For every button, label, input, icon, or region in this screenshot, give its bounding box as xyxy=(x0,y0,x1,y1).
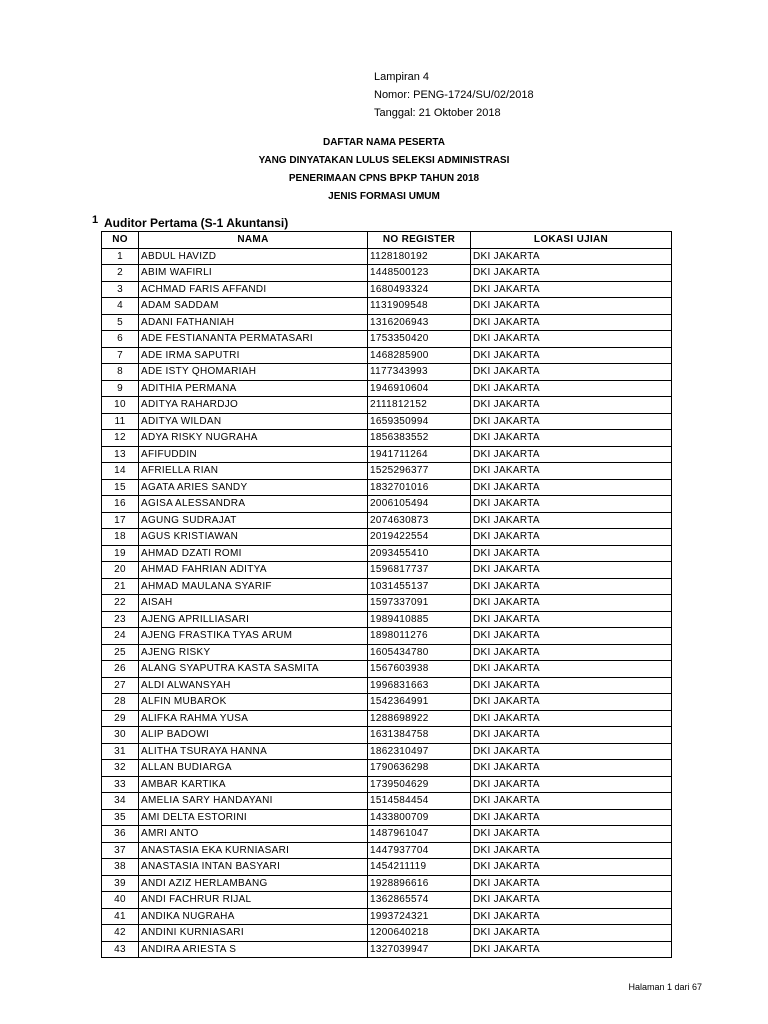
letter-header xyxy=(374,68,534,122)
table-row xyxy=(102,677,672,694)
table-row xyxy=(102,364,672,381)
table-row xyxy=(102,809,672,826)
cell-no: 1 xyxy=(102,248,139,265)
cell-lokasi: DKI JAKARTA xyxy=(471,364,672,381)
cell-nama: ADYA RISKY NUGRAHA xyxy=(139,430,368,447)
table-row xyxy=(102,908,672,925)
cell-lokasi: DKI JAKARTA xyxy=(471,265,672,282)
table-row xyxy=(102,578,672,595)
cell-nama: ALIP BADOWI xyxy=(139,727,368,744)
cell-lokasi: DKI JAKARTA xyxy=(471,446,672,463)
section-title: Auditor Pertama (S-1 Akuntansi) xyxy=(104,216,289,230)
cell-lokasi: DKI JAKARTA xyxy=(471,248,672,265)
cell-no: 15 xyxy=(102,479,139,496)
cell-register: 1487961047 xyxy=(368,826,471,843)
cell-no: 8 xyxy=(102,364,139,381)
cell-register: 2111812152 xyxy=(368,397,471,414)
cell-register: 1898011276 xyxy=(368,628,471,645)
cell-nama: ADAM SADDAM xyxy=(139,298,368,315)
cell-nama: AMELIA SARY HANDAYANI xyxy=(139,793,368,810)
cell-nama: ADANI FATHANIAH xyxy=(139,314,368,331)
cell-no: 42 xyxy=(102,925,139,942)
cell-register: 1993724321 xyxy=(368,908,471,925)
table-row xyxy=(102,760,672,777)
cell-nama: AMRI ANTO xyxy=(139,826,368,843)
cell-register: 1739504629 xyxy=(368,776,471,793)
cell-lokasi: DKI JAKARTA xyxy=(471,529,672,546)
cell-nama: AFRIELLA RIAN xyxy=(139,463,368,480)
cell-no: 4 xyxy=(102,298,139,315)
table-header-row xyxy=(102,232,672,249)
cell-lokasi: DKI JAKARTA xyxy=(471,793,672,810)
cell-lokasi: DKI JAKARTA xyxy=(471,545,672,562)
cell-register: 1856383552 xyxy=(368,430,471,447)
cell-nama: ADITYA RAHARDJO xyxy=(139,397,368,414)
cell-nama: ALIFKA RAHMA YUSA xyxy=(139,710,368,727)
table-row xyxy=(102,512,672,529)
cell-register: 1200640218 xyxy=(368,925,471,942)
table-row xyxy=(102,331,672,348)
cell-nama: ADITYA WILDAN xyxy=(139,413,368,430)
cell-register: 2006105494 xyxy=(368,496,471,513)
cell-register: 1996831663 xyxy=(368,677,471,694)
table-row xyxy=(102,545,672,562)
cell-nama: ANDIRA ARIESTA S xyxy=(139,941,368,958)
cell-register: 1659350994 xyxy=(368,413,471,430)
cell-no: 12 xyxy=(102,430,139,447)
cell-lokasi: DKI JAKARTA xyxy=(471,710,672,727)
cell-lokasi: DKI JAKARTA xyxy=(471,595,672,612)
cell-register: 1941711264 xyxy=(368,446,471,463)
cell-lokasi: DKI JAKARTA xyxy=(471,727,672,744)
table-row xyxy=(102,413,672,430)
cell-lokasi: DKI JAKARTA xyxy=(471,776,672,793)
cell-lokasi: DKI JAKARTA xyxy=(471,347,672,364)
cell-nama: ALFIN MUBAROK xyxy=(139,694,368,711)
cell-nama: AGUNG SUDRAJAT xyxy=(139,512,368,529)
cell-nama: ANASTASIA EKA KURNIASARI xyxy=(139,842,368,859)
title-line: DAFTAR NAMA PESERTA xyxy=(322,137,446,148)
cell-nama: AGISA ALESSANDRA xyxy=(139,496,368,513)
cell-no: 10 xyxy=(102,397,139,414)
tanggal-label: Tanggal: 21 Oktober 2018 xyxy=(374,107,501,119)
cell-no: 41 xyxy=(102,908,139,925)
column-header-register: NO REGISTER xyxy=(368,232,471,249)
cell-no: 31 xyxy=(102,743,139,760)
table-row xyxy=(102,710,672,727)
cell-lokasi: DKI JAKARTA xyxy=(471,578,672,595)
cell-no: 3 xyxy=(102,281,139,298)
column-header-nama: NAMA xyxy=(139,232,368,249)
cell-register: 1128180192 xyxy=(368,248,471,265)
cell-nama: ABDUL HAVIZD xyxy=(139,248,368,265)
cell-no: 17 xyxy=(102,512,139,529)
cell-lokasi: DKI JAKARTA xyxy=(471,479,672,496)
table-row xyxy=(102,496,672,513)
table-row xyxy=(102,941,672,958)
cell-register: 1468285900 xyxy=(368,347,471,364)
cell-no: 2 xyxy=(102,265,139,282)
cell-lokasi: DKI JAKARTA xyxy=(471,611,672,628)
table-row xyxy=(102,562,672,579)
cell-lokasi: DKI JAKARTA xyxy=(471,628,672,645)
lampiran-label: Lampiran 4 xyxy=(374,71,430,83)
cell-no: 27 xyxy=(102,677,139,694)
table-row xyxy=(102,776,672,793)
table-row xyxy=(102,644,672,661)
nomor-label: Nomor: PENG-1724/SU/02/2018 xyxy=(374,89,534,101)
cell-register: 2093455410 xyxy=(368,545,471,562)
participant-table xyxy=(101,231,672,958)
cell-register: 1514584454 xyxy=(368,793,471,810)
cell-register: 1433800709 xyxy=(368,809,471,826)
cell-no: 36 xyxy=(102,826,139,843)
cell-no: 21 xyxy=(102,578,139,595)
cell-register: 1790636298 xyxy=(368,760,471,777)
cell-lokasi: DKI JAKARTA xyxy=(471,826,672,843)
cell-register: 2019422554 xyxy=(368,529,471,546)
cell-no: 7 xyxy=(102,347,139,364)
cell-no: 32 xyxy=(102,760,139,777)
cell-register: 1131909548 xyxy=(368,298,471,315)
cell-lokasi: DKI JAKARTA xyxy=(471,413,672,430)
cell-register: 1928896616 xyxy=(368,875,471,892)
table-row xyxy=(102,661,672,678)
cell-lokasi: DKI JAKARTA xyxy=(471,892,672,909)
title-line: JENIS FORMASI UMUM xyxy=(328,191,440,202)
cell-nama: AMI DELTA ESTORINI xyxy=(139,809,368,826)
cell-register: 1567603938 xyxy=(368,661,471,678)
table-row xyxy=(102,248,672,265)
cell-no: 9 xyxy=(102,380,139,397)
cell-register: 1327039947 xyxy=(368,941,471,958)
cell-no: 22 xyxy=(102,595,139,612)
table-row xyxy=(102,694,672,711)
table-row xyxy=(102,793,672,810)
table-row xyxy=(102,314,672,331)
cell-no: 29 xyxy=(102,710,139,727)
cell-lokasi: DKI JAKARTA xyxy=(471,925,672,942)
cell-lokasi: DKI JAKARTA xyxy=(471,908,672,925)
cell-no: 38 xyxy=(102,859,139,876)
cell-no: 26 xyxy=(102,661,139,678)
table-row xyxy=(102,281,672,298)
table-row xyxy=(102,479,672,496)
cell-register: 1177343993 xyxy=(368,364,471,381)
cell-no: 28 xyxy=(102,694,139,711)
table-row xyxy=(102,842,672,859)
cell-lokasi: DKI JAKARTA xyxy=(471,562,672,579)
cell-nama: ANDINI KURNIASARI xyxy=(139,925,368,942)
cell-nama: ADE IRMA SAPUTRI xyxy=(139,347,368,364)
cell-nama: ANDIKA NUGRAHA xyxy=(139,908,368,925)
cell-nama: AJENG RISKY xyxy=(139,644,368,661)
cell-nama: ALDI ALWANSYAH xyxy=(139,677,368,694)
cell-nama: ANDI FACHRUR RIJAL xyxy=(139,892,368,909)
cell-register: 1542364991 xyxy=(368,694,471,711)
cell-no: 30 xyxy=(102,727,139,744)
cell-register: 1454211119 xyxy=(368,859,471,876)
cell-lokasi: DKI JAKARTA xyxy=(471,694,672,711)
cell-nama: ADE FESTIANANTA PERMATASARI xyxy=(139,331,368,348)
table-row xyxy=(102,595,672,612)
cell-no: 16 xyxy=(102,496,139,513)
cell-register: 1447937704 xyxy=(368,842,471,859)
cell-no: 25 xyxy=(102,644,139,661)
cell-nama: ANASTASIA INTAN BASYARI xyxy=(139,859,368,876)
cell-register: 1288698922 xyxy=(368,710,471,727)
table-row xyxy=(102,743,672,760)
cell-no: 5 xyxy=(102,314,139,331)
cell-no: 14 xyxy=(102,463,139,480)
cell-register: 1946910604 xyxy=(368,380,471,397)
cell-no: 34 xyxy=(102,793,139,810)
table-row xyxy=(102,628,672,645)
cell-lokasi: DKI JAKARTA xyxy=(471,380,672,397)
cell-nama: AGATA ARIES SANDY xyxy=(139,479,368,496)
cell-nama: AHMAD DZATI ROMI xyxy=(139,545,368,562)
cell-no: 24 xyxy=(102,628,139,645)
cell-register: 1862310497 xyxy=(368,743,471,760)
cell-lokasi: DKI JAKARTA xyxy=(471,331,672,348)
cell-lokasi: DKI JAKARTA xyxy=(471,314,672,331)
cell-nama: AMBAR KARTIKA xyxy=(139,776,368,793)
cell-nama: AHMAD MAULANA SYARIF xyxy=(139,578,368,595)
table-row xyxy=(102,347,672,364)
cell-no: 19 xyxy=(102,545,139,562)
cell-nama: AJENG FRASTIKA TYAS ARUM xyxy=(139,628,368,645)
cell-lokasi: DKI JAKARTA xyxy=(471,661,672,678)
cell-no: 6 xyxy=(102,331,139,348)
cell-register: 1316206943 xyxy=(368,314,471,331)
cell-lokasi: DKI JAKARTA xyxy=(471,941,672,958)
cell-no: 13 xyxy=(102,446,139,463)
cell-register: 1596817737 xyxy=(368,562,471,579)
table-row xyxy=(102,298,672,315)
table-row xyxy=(102,826,672,843)
page-number: Halaman 1 dari 67 xyxy=(628,982,702,992)
cell-lokasi: DKI JAKARTA xyxy=(471,760,672,777)
cell-nama: ADE ISTY QHOMARIAH xyxy=(139,364,368,381)
cell-nama: ALITHA TSURAYA HANNA xyxy=(139,743,368,760)
cell-register: 1680493324 xyxy=(368,281,471,298)
cell-no: 23 xyxy=(102,611,139,628)
table-row xyxy=(102,430,672,447)
table-row xyxy=(102,875,672,892)
cell-nama: ALLAN BUDIARGA xyxy=(139,760,368,777)
document-titles xyxy=(0,134,768,206)
cell-register: 1832701016 xyxy=(368,479,471,496)
cell-no: 40 xyxy=(102,892,139,909)
cell-no: 35 xyxy=(102,809,139,826)
table-row xyxy=(102,265,672,282)
cell-no: 43 xyxy=(102,941,139,958)
cell-register: 1362865574 xyxy=(368,892,471,909)
cell-lokasi: DKI JAKARTA xyxy=(471,809,672,826)
table-row xyxy=(102,380,672,397)
cell-register: 1597337091 xyxy=(368,595,471,612)
cell-register: 1753350420 xyxy=(368,331,471,348)
cell-nama: AISAH xyxy=(139,595,368,612)
cell-lokasi: DKI JAKARTA xyxy=(471,463,672,480)
cell-lokasi: DKI JAKARTA xyxy=(471,430,672,447)
cell-register: 2074630873 xyxy=(368,512,471,529)
cell-nama: ABIM WAFIRLI xyxy=(139,265,368,282)
cell-lokasi: DKI JAKARTA xyxy=(471,512,672,529)
cell-no: 11 xyxy=(102,413,139,430)
column-header-no: NO xyxy=(102,232,139,249)
cell-register: 1631384758 xyxy=(368,727,471,744)
cell-register: 1605434780 xyxy=(368,644,471,661)
column-header-lokasi: LOKASI UJIAN xyxy=(471,232,672,249)
cell-register: 1448500123 xyxy=(368,265,471,282)
cell-register: 1989410885 xyxy=(368,611,471,628)
table-row xyxy=(102,892,672,909)
table-row xyxy=(102,397,672,414)
table-row xyxy=(102,727,672,744)
table-row xyxy=(102,859,672,876)
cell-nama: AHMAD FAHRIAN ADITYA xyxy=(139,562,368,579)
cell-no: 18 xyxy=(102,529,139,546)
table-row xyxy=(102,529,672,546)
table-row xyxy=(102,925,672,942)
cell-lokasi: DKI JAKARTA xyxy=(471,644,672,661)
cell-no: 39 xyxy=(102,875,139,892)
cell-lokasi: DKI JAKARTA xyxy=(471,859,672,876)
title-line: PENERIMAAN CPNS BPKP TAHUN 2018 xyxy=(288,173,480,184)
cell-register: 1525296377 xyxy=(368,463,471,480)
cell-lokasi: DKI JAKARTA xyxy=(471,496,672,513)
cell-lokasi: DKI JAKARTA xyxy=(471,842,672,859)
cell-lokasi: DKI JAKARTA xyxy=(471,875,672,892)
section-number: 1 xyxy=(92,214,99,226)
cell-lokasi: DKI JAKARTA xyxy=(471,743,672,760)
cell-nama: AJENG APRILLIASARI xyxy=(139,611,368,628)
cell-nama: ALANG SYAPUTRA KASTA SASMITA xyxy=(139,661,368,678)
cell-register: 1031455137 xyxy=(368,578,471,595)
cell-lokasi: DKI JAKARTA xyxy=(471,677,672,694)
cell-nama: AFIFUDDIN xyxy=(139,446,368,463)
cell-lokasi: DKI JAKARTA xyxy=(471,281,672,298)
cell-no: 33 xyxy=(102,776,139,793)
cell-nama: ACHMAD FARIS AFFANDI xyxy=(139,281,368,298)
table-row xyxy=(102,611,672,628)
cell-lokasi: DKI JAKARTA xyxy=(471,397,672,414)
table-row xyxy=(102,463,672,480)
cell-no: 37 xyxy=(102,842,139,859)
title-line: YANG DINYATAKAN LULUS SELEKSI ADMINISTRASI xyxy=(258,155,510,166)
cell-nama: ADITHIA PERMANA xyxy=(139,380,368,397)
cell-no: 20 xyxy=(102,562,139,579)
cell-nama: AGUS KRISTIAWAN xyxy=(139,529,368,546)
cell-nama: ANDI AZIZ HERLAMBANG xyxy=(139,875,368,892)
table-row xyxy=(102,446,672,463)
cell-lokasi: DKI JAKARTA xyxy=(471,298,672,315)
